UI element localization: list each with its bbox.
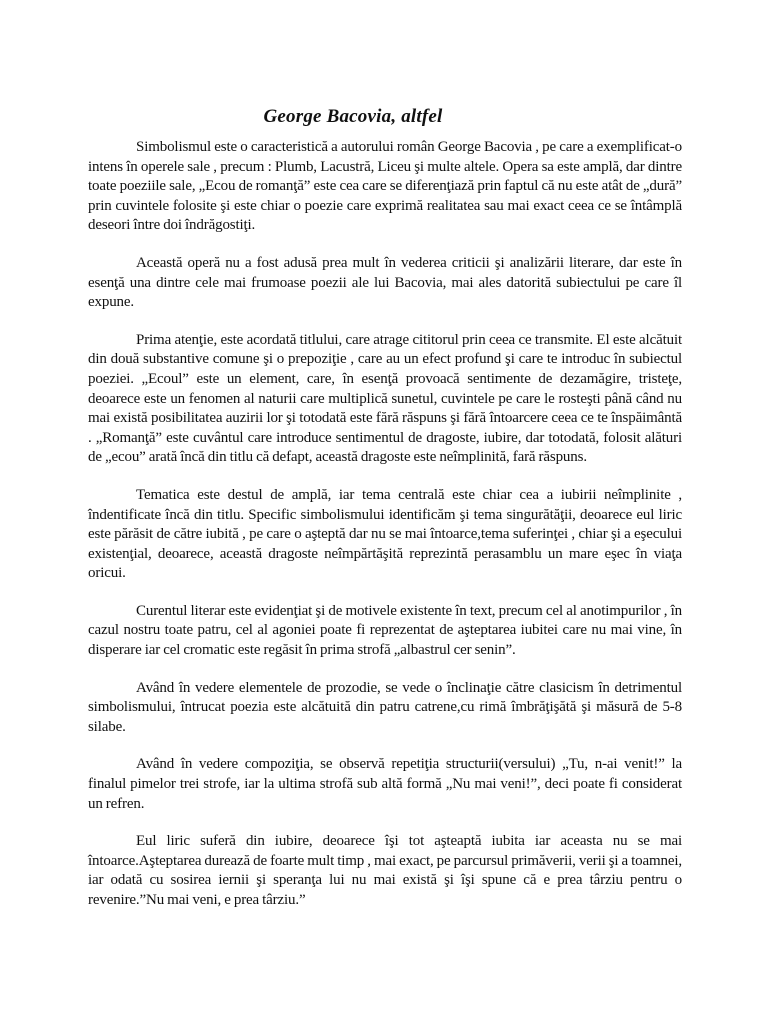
document-title: George Bacovia, altfel [263, 106, 443, 127]
paragraph-5: Curentul literar este evidenţiat şi de motivele existente în text, precum cel al anotimpurilor , în cazul nostru toate patru, cel al agoniei poate fi reprezentat de aşteptarea iubitei care nu mai vine, în disperare iar cel cromatic este regăsit în prima strofă „albastrul cer senin”. [88, 602, 682, 659]
paragraph-7: Având în vedere compoziţia, se observă repetiţia structurii(versului) „Tu, n-ai venit!” la finalul pimelor trei strofe, iar la ultima strofă sub altă formă „Nu mai veni!”, deci poate fi considerat un refren. [88, 756, 682, 812]
paragraph-4: Tematica este destul de amplă, iar tema centrală este chiar cea a iubirii neîmplinite , îndentificate încă din titlu. Specific simbolismului identificăm şi tema singurătăţii, deoarece eul liric este părăsit de către iubită , pe care o aşteptă dar nu se mai întoarce,tema suferinţei , chiar şi a eşecului existenţial, deoarece, această dragoste neîmpărtăşită reprezintă perasamblu un mare eşec în viaţa oricui. [88, 486, 682, 582]
paragraph-1: Simbolismul este o caracteristică a autorului român George Bacovia , pe care a exemplificat-o intens în operele sale , precum : Plumb, Lacustră, Liceu şi multe altele. Opera sa este amplă, dar dintre toate poeziile sale, „Ecou de romanţă” este cea care se diferenţiază prin faptul că nu este atât de „dură” prin cuvintele folosite şi este chiar o poezie care exprimă realitatea sau mai exact ceea ce se întâmplă deseori între doi îndrăgostiţi. [88, 139, 682, 234]
paragraph-2: Această operă nu a fost adusă prea mult în vederea criticii şi analizării literare, dar este în esenţă una dintre cele mai frumoase poezii ale lui Bacovia, mai ales datorită subiectului pe care îl expune. [88, 254, 682, 311]
paragraph-3: Prima atenţie, este acordată titlului, care atrage cititorul prin ceea ce transmite. El este alcătuit din două substantive comune şi o prepoziţie , care au un efect profund şi care te introduc în subiectul poeziei. „Ecoul” este un element, care, în esenţă provoacă sentimente de dezamăgire, tristeţe, deoarece este un fenomen al naturii care multiplică sunetul, cuvintele pe care le rosteşti până când nu mai există posibilitatea auzirii lor şi totodată este fără răspuns şi fără întoarcere ceea ce te înspăimântă . „Romanţă” este cuvântul care introduce sentimentul de dragoste, iubire, dar totodată, folosit alături de „ecou” arată încă din titlu că defapt, această dragoste este neîmplinită, fară răspuns. [88, 331, 682, 466]
document-body [88, 138, 682, 929]
paragraph-8: Eul liric suferă din iubire, deoarece îşi tot aşteaptă iubita iar aceasta nu se mai întoarce.Aşteptarea durează de foarte mult timp , mai exact, pe parcursul primăverii, verii şi a toamnei, iar odată cu sosirea iernii şi speranţa lui nu mai există şi îşi spune că e prea târziu pentru o revenire.”Nu mai veni, e prea târziu.” [88, 833, 682, 908]
paragraph-6: Având în vedere elementele de prozodie, se vede o înclinaţie către clasicism în detrimentul simbolismului, întrucat poezia este alcătuită din patru catrene,cu rimă îmbrăţişătă şi măsură de 5-8 silabe. [88, 679, 682, 735]
